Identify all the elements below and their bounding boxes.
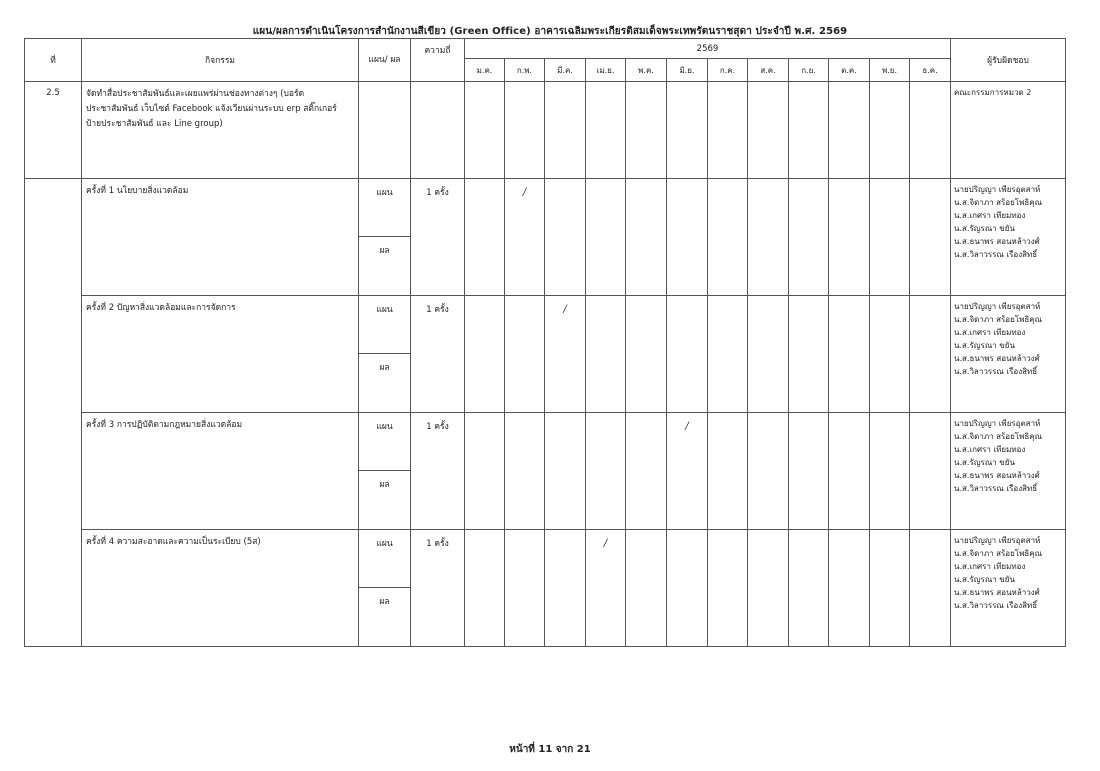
plan-label: แผน	[359, 413, 411, 471]
responsible-person: น.ส.วิลาวรรณ เรืองสิทธิ์	[954, 250, 1038, 259]
plan-label: แผน	[359, 296, 411, 354]
header-responsible: ผู้รับผิดชอบ	[951, 39, 1066, 82]
month-cell	[465, 413, 505, 530]
activity-cell: ครั้งที่ 1 นโยบายสิ่งแวดล้อม	[82, 179, 359, 296]
month-cell	[910, 179, 951, 296]
frequency-cell: 1 ครั้ง	[411, 179, 465, 296]
month-cell	[708, 296, 748, 413]
responsible-person: น.ส.ธนาพร สอนหล้าวงศ์	[954, 354, 1040, 363]
month-cell	[829, 296, 870, 413]
month-cell	[910, 296, 951, 413]
responsible-person: น.ส.ธนาพร สอนหล้าวงศ์	[954, 237, 1040, 246]
activity-cell: ครั้งที่ 3 การปฏิบัติตามกฎหมายสิ่งแวดล้อม	[82, 413, 359, 530]
responsible-person: น.ส.ธนาพร สอนหล้าวงศ์	[954, 471, 1040, 480]
month-cell	[586, 413, 626, 530]
month-cell	[789, 530, 829, 647]
header-month: ก.ย.	[789, 59, 829, 82]
month-cell	[708, 179, 748, 296]
month-cell	[748, 179, 789, 296]
month-cell	[667, 530, 708, 647]
responsible-person: นายปริญญา เพียรอุตสาห์	[954, 185, 1041, 194]
responsible-cell	[951, 179, 1066, 296]
result-label: ผล	[359, 588, 411, 647]
section-activity: จัดทำสื่อประชาสัมพันธ์และเผยแพร่ผ่านช่องทางต่างๆ (บอร์ด ประชาสัมพันธ์ เว็บไซต์ Facebook แจ้งเวียนผ่านระบบ erp สติ๊กเกอร์ ป้ายประชาสัมพันธ์ และ Line group)	[82, 82, 359, 179]
header-month: ส.ค.	[748, 59, 789, 82]
header-month: ต.ค.	[829, 59, 870, 82]
month-cell	[910, 413, 951, 530]
month-cell	[910, 530, 951, 647]
plan-row	[25, 530, 1066, 588]
month-cell	[829, 413, 870, 530]
header-month: ก.พ.	[505, 59, 545, 82]
month-cell	[465, 296, 505, 413]
month-cell	[505, 530, 545, 647]
month-cell	[586, 179, 626, 296]
plan-mark: /	[667, 413, 708, 530]
responsible-person: น.ส.จิดาภา สร้อยโพธิคุณ	[954, 315, 1043, 324]
month-cell	[505, 296, 545, 413]
header-plan-result: แผน/ ผล	[359, 39, 411, 82]
plan-label: แผน	[359, 179, 411, 237]
frequency-cell: 1 ครั้ง	[411, 413, 465, 530]
responsible-person: นายปริญญา เพียรอุตสาห์	[954, 536, 1041, 545]
month-cell	[586, 296, 626, 413]
plan-label: แผน	[359, 530, 411, 588]
month-cell	[748, 296, 789, 413]
responsible-person: น.ส.วิลาวรรณ เรืองสิทธิ์	[954, 484, 1038, 493]
month-cell	[789, 179, 829, 296]
result-label: ผล	[359, 237, 411, 296]
responsible-person: น.ส.จิดาภา สร้อยโพธิคุณ	[954, 432, 1043, 441]
month-cell	[870, 413, 910, 530]
month-cell	[667, 179, 708, 296]
month-cell	[870, 179, 910, 296]
plan-row	[25, 296, 1066, 354]
month-cell	[789, 296, 829, 413]
activity-cell: ครั้งที่ 2 ปัญหาสิ่งแวดล้อมและการจัดการ	[82, 296, 359, 413]
header-frequency: ความถี่	[411, 39, 465, 82]
responsible-person: น.ส.รัญรณา ขยัน	[954, 224, 1015, 233]
month-cell	[789, 413, 829, 530]
section-number: 2.5	[25, 82, 82, 179]
month-cell	[545, 179, 586, 296]
month-cell	[626, 413, 667, 530]
header-month: มี.ค.	[545, 59, 586, 82]
header-month: พ.ย.	[870, 59, 910, 82]
header-month: มิ.ย.	[667, 59, 708, 82]
responsible-cell	[951, 413, 1066, 530]
month-cell	[545, 413, 586, 530]
header-month: ม.ค.	[465, 59, 505, 82]
month-cell	[829, 179, 870, 296]
plan-row	[25, 413, 1066, 471]
header-month: เม.ย.	[586, 59, 626, 82]
responsible-person: น.ส.เกศรา เทียมทอง	[954, 445, 1026, 454]
month-cell	[545, 530, 586, 647]
month-cell	[667, 296, 708, 413]
plan-mark: /	[545, 296, 586, 413]
month-cell	[626, 296, 667, 413]
plan-mark: /	[505, 179, 545, 296]
result-label: ผล	[359, 354, 411, 413]
month-cell	[748, 413, 789, 530]
month-cell	[708, 413, 748, 530]
frequency-cell: 1 ครั้ง	[411, 530, 465, 647]
month-cell	[870, 296, 910, 413]
responsible-person: น.ส.จิดาภา สร้อยโพธิคุณ	[954, 198, 1043, 207]
responsible-person: นายปริญญา เพียรอุตสาห์	[954, 302, 1041, 311]
document-title: แผน/ผลการดำเนินโครงการสำนักงานสีเขียว (Green Office) อาคารเฉลิมพระเกียรติสมเด็จพระเทพรัตนราชสุดา ประจำปี พ.ศ. 2569	[252, 26, 848, 37]
responsible-person: นายปริญญา เพียรอุตสาห์	[954, 419, 1041, 428]
responsible-person: น.ส.เกศรา เทียมทอง	[954, 328, 1026, 337]
section-row	[25, 82, 1066, 179]
responsible-cell	[951, 296, 1066, 413]
month-cell	[626, 179, 667, 296]
responsible-person: น.ส.เกศรา เทียมทอง	[954, 562, 1026, 571]
header-month: ธ.ค.	[910, 59, 951, 82]
month-cell	[626, 530, 667, 647]
month-cell	[829, 530, 870, 647]
responsible-person: น.ส.เกศรา เทียมทอง	[954, 211, 1026, 220]
responsible-person: น.ส.วิลาวรรณ เรืองสิทธิ์	[954, 367, 1038, 376]
header-year: 2569	[465, 39, 951, 59]
frequency-cell: 1 ครั้ง	[411, 296, 465, 413]
number-cell-blank	[25, 179, 82, 647]
plan-table	[24, 38, 1066, 647]
responsible-person: น.ส.วิลาวรรณ เรืองสิทธิ์	[954, 601, 1038, 610]
month-cell	[870, 530, 910, 647]
responsible-person: น.ส.จิดาภา สร้อยโพธิคุณ	[954, 549, 1043, 558]
header-month: ก.ค.	[708, 59, 748, 82]
month-cell	[465, 179, 505, 296]
month-cell	[708, 530, 748, 647]
header-month: พ.ค.	[626, 59, 667, 82]
result-label: ผล	[359, 471, 411, 530]
page-footer: หน้าที่ 11 จาก 21	[509, 744, 591, 755]
responsible-person: น.ส.รัญรณา ขยัน	[954, 458, 1015, 467]
month-cell	[465, 530, 505, 647]
responsible-person: น.ส.รัญรณา ขยัน	[954, 575, 1015, 584]
section-responsible: คณะกรรมการหมวด 2	[951, 82, 1066, 179]
header-activity: กิจกรรม	[82, 39, 359, 82]
plan-row	[25, 179, 1066, 237]
header-no: ที่	[25, 39, 82, 82]
month-cell	[748, 530, 789, 647]
responsible-person: น.ส.ธนาพร สอนหล้าวงศ์	[954, 588, 1040, 597]
month-cell	[505, 413, 545, 530]
responsible-person: น.ส.รัญรณา ขยัน	[954, 341, 1015, 350]
plan-mark: /	[586, 530, 626, 647]
activity-cell: ครั้งที่ 4 ความสะอาดและความเป็นระเบียบ (5ส)	[82, 530, 359, 647]
responsible-cell	[951, 530, 1066, 647]
